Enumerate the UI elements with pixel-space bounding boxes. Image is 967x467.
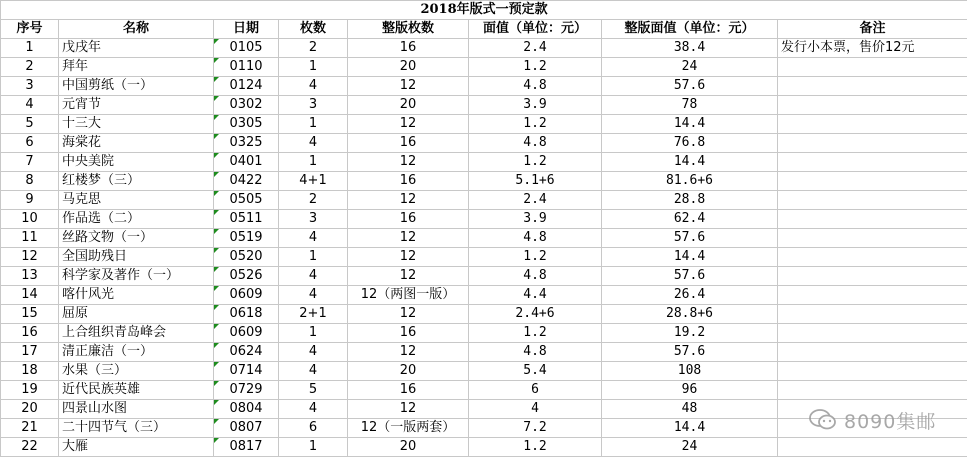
row-no[interactable]: 18 [1,362,59,381]
row-name[interactable]: 大雁 [59,438,214,457]
row-name[interactable]: 近代民族英雄 [59,381,214,400]
row-sheet-count[interactable]: 16 [348,210,469,229]
row-face-value[interactable]: 4.8 [469,229,602,248]
row-sheet-face-value[interactable]: 24 [602,438,778,457]
row-sheet-face-value[interactable]: 57.6 [602,229,778,248]
row-sheet-face-value[interactable]: 28.8+6 [602,305,778,324]
row-no[interactable]: 8 [1,172,59,191]
row-sheet-count[interactable]: 16 [348,172,469,191]
table-row [1,362,967,381]
row-date[interactable]: 0305 [214,115,279,134]
row-date[interactable]: 0804 [214,400,279,419]
row-face-value[interactable]: 4.8 [469,343,602,362]
table-row [1,58,967,77]
row-date[interactable]: 0624 [214,343,279,362]
row-count[interactable]: 1 [279,58,348,77]
row-face-value[interactable]: 1.2 [469,115,602,134]
row-count[interactable]: 5 [279,381,348,400]
row-face-value[interactable]: 1.2 [469,438,602,457]
row-count[interactable]: 4 [279,343,348,362]
row-remark[interactable] [778,286,967,305]
row-sheet-face-value[interactable]: 57.6 [602,343,778,362]
row-date[interactable]: 0422 [214,172,279,191]
table-row [1,153,967,172]
row-no[interactable]: 16 [1,324,59,343]
row-sheet-face-value[interactable]: 14.4 [602,248,778,267]
row-date[interactable]: 0511 [214,210,279,229]
table-row [1,324,967,343]
row-face-value[interactable]: 5.1+6 [469,172,602,191]
row-face-value[interactable]: 4.8 [469,267,602,286]
row-sheet-face-value[interactable]: 57.6 [602,267,778,286]
row-no[interactable]: 11 [1,229,59,248]
row-no[interactable]: 9 [1,191,59,210]
row-name[interactable]: 中央美院 [59,153,214,172]
row-name[interactable]: 丝路文物（一） [59,229,214,248]
row-sheet-count[interactable]: 12 [348,267,469,286]
row-name[interactable]: 水果（三） [59,362,214,381]
table-row [1,134,967,153]
row-remark[interactable] [778,305,967,324]
row-remark[interactable] [778,153,967,172]
row-sheet-count[interactable]: 12（一版两套） [348,419,469,438]
header-sheet-face-value[interactable]: 整版面值（单位：元） [602,20,778,39]
row-count[interactable]: 1 [279,115,348,134]
table-row [1,115,967,134]
row-face-value[interactable]: 4.8 [469,134,602,153]
row-date[interactable]: 0401 [214,153,279,172]
row-remark[interactable] [778,96,967,115]
row-face-value[interactable]: 1.2 [469,153,602,172]
row-name[interactable]: 四景山水图 [59,400,214,419]
table-row [1,77,967,96]
row-count[interactable]: 2+1 [279,305,348,324]
row-date[interactable]: 0526 [214,267,279,286]
row-date[interactable]: 0105 [214,39,279,58]
row-sheet-face-value[interactable]: 96 [602,381,778,400]
row-remark[interactable] [778,438,967,457]
row-count[interactable]: 4 [279,267,348,286]
row-name[interactable]: 清正廉洁（一） [59,343,214,362]
table-row [1,39,967,58]
header-date[interactable]: 日期 [214,20,279,39]
row-date[interactable]: 0609 [214,324,279,343]
row-sheet-count[interactable]: 20 [348,58,469,77]
row-name[interactable]: 喀什风光 [59,286,214,305]
row-no[interactable]: 14 [1,286,59,305]
row-face-value[interactable]: 1.2 [469,248,602,267]
header-row [1,20,967,39]
row-date[interactable]: 0520 [214,248,279,267]
row-name[interactable]: 戊戌年 [59,39,214,58]
header-name[interactable]: 名称 [59,20,214,39]
row-sheet-count[interactable]: 12 [348,343,469,362]
row-name[interactable]: 中国剪纸（一） [59,77,214,96]
row-remark[interactable] [778,172,967,191]
row-sheet-count[interactable]: 16 [348,39,469,58]
row-date[interactable]: 0505 [214,191,279,210]
table-row [1,381,967,400]
row-remark[interactable] [778,362,967,381]
row-name[interactable]: 元宵节 [59,96,214,115]
row-sheet-count[interactable]: 16 [348,134,469,153]
row-sheet-face-value[interactable]: 76.8 [602,134,778,153]
row-remark[interactable] [778,381,967,400]
table-row [1,267,967,286]
wechat-official-account-icon [808,407,838,433]
row-sheet-count[interactable]: 12 [348,305,469,324]
row-no[interactable]: 5 [1,115,59,134]
row-remark[interactable] [778,58,967,77]
row-remark[interactable] [778,191,967,210]
header-face-value[interactable]: 面值（单位：元） [469,20,602,39]
row-no[interactable]: 7 [1,153,59,172]
header-count[interactable]: 枚数 [279,20,348,39]
row-date[interactable]: 0325 [214,134,279,153]
row-name[interactable]: 十三大 [59,115,214,134]
row-name[interactable]: 上合组织青岛峰会 [59,324,214,343]
row-face-value[interactable]: 4.4 [469,286,602,305]
row-sheet-face-value[interactable]: 48 [602,400,778,419]
row-sheet-count[interactable]: 16 [348,381,469,400]
row-no[interactable]: 13 [1,267,59,286]
row-name[interactable]: 马克思 [59,191,214,210]
row-date[interactable]: 0817 [214,438,279,457]
row-count[interactable]: 4+1 [279,172,348,191]
table-row [1,172,967,191]
row-sheet-count[interactable]: 12 [348,153,469,172]
row-sheet-count[interactable]: 16 [348,324,469,343]
row-sheet-count[interactable]: 12 [348,229,469,248]
row-date[interactable]: 0729 [214,381,279,400]
row-count[interactable]: 6 [279,419,348,438]
row-remark[interactable] [778,134,967,153]
row-sheet-count[interactable]: 12 [348,115,469,134]
row-no[interactable]: 17 [1,343,59,362]
row-face-value[interactable]: 2.4 [469,39,602,58]
row-face-value[interactable]: 6 [469,381,602,400]
row-sheet-face-value[interactable]: 57.6 [602,77,778,96]
table-row [1,438,967,457]
row-count[interactable]: 4 [279,77,348,96]
row-count[interactable]: 4 [279,362,348,381]
row-date[interactable]: 0807 [214,419,279,438]
row-name[interactable]: 全国助残日 [59,248,214,267]
watermark [808,402,958,438]
row-name[interactable]: 二十四节气（三） [59,419,214,438]
row-remark[interactable] [778,115,967,134]
row-name[interactable]: 红楼梦（三） [59,172,214,191]
row-remark[interactable] [778,229,967,248]
table-row [1,343,967,362]
row-sheet-face-value[interactable]: 14.4 [602,115,778,134]
row-date[interactable]: 0124 [214,77,279,96]
row-count[interactable]: 4 [279,400,348,419]
row-face-value[interactable]: 5.4 [469,362,602,381]
row-count[interactable]: 1 [279,324,348,343]
row-sheet-face-value[interactable]: 28.8 [602,191,778,210]
table-row [1,210,967,229]
row-remark[interactable] [778,324,967,343]
row-sheet-count[interactable]: 20 [348,96,469,115]
watermark-text: 8090集邮 [844,410,937,433]
row-sheet-count[interactable]: 12（两图一版） [348,286,469,305]
row-sheet-count[interactable]: 12 [348,248,469,267]
row-date[interactable]: 0302 [214,96,279,115]
row-name[interactable]: 作品选（二） [59,210,214,229]
row-sheet-face-value[interactable]: 62.4 [602,210,778,229]
row-sheet-face-value[interactable]: 14.4 [602,153,778,172]
row-sheet-face-value[interactable]: 26.4 [602,286,778,305]
row-remark[interactable] [778,248,967,267]
row-sheet-count[interactable]: 20 [348,438,469,457]
row-no[interactable]: 6 [1,134,59,153]
row-count[interactable]: 1 [279,153,348,172]
header-no[interactable]: 序号 [1,20,59,39]
row-sheet-count[interactable]: 12 [348,400,469,419]
row-count[interactable]: 4 [279,134,348,153]
table-row [1,305,967,324]
row-face-value[interactable]: 4 [469,400,602,419]
row-no[interactable]: 20 [1,400,59,419]
row-no[interactable]: 4 [1,96,59,115]
title-row [1,1,967,20]
row-count[interactable]: 4 [279,286,348,305]
row-remark[interactable] [778,343,967,362]
row-count[interactable]: 1 [279,438,348,457]
table-row [1,286,967,305]
header-remark[interactable]: 备注 [778,20,967,39]
row-count[interactable]: 1 [279,248,348,267]
row-face-value[interactable]: 4.8 [469,77,602,96]
row-remark[interactable] [778,210,967,229]
table-row [1,248,967,267]
row-no[interactable]: 12 [1,248,59,267]
row-sheet-count[interactable]: 12 [348,191,469,210]
header-sheet-count[interactable]: 整版枚数 [348,20,469,39]
row-name[interactable]: 拜年 [59,58,214,77]
row-sheet-face-value[interactable]: 19.2 [602,324,778,343]
row-sheet-face-value[interactable]: 38.4 [602,39,778,58]
row-sheet-face-value[interactable]: 81.6+6 [602,172,778,191]
row-no[interactable]: 1 [1,39,59,58]
row-count[interactable]: 4 [279,229,348,248]
row-no[interactable]: 10 [1,210,59,229]
row-sheet-face-value[interactable]: 14.4 [602,419,778,438]
row-sheet-face-value[interactable]: 78 [602,96,778,115]
row-no[interactable]: 3 [1,77,59,96]
row-remark[interactable]: 发行小本票，售价12元 [778,39,967,58]
sheet-title[interactable]: 2018年版式一预定款 [1,1,967,20]
row-count[interactable]: 2 [279,191,348,210]
row-no[interactable]: 15 [1,305,59,324]
table-row [1,96,967,115]
row-count[interactable]: 2 [279,39,348,58]
row-date[interactable]: 0609 [214,286,279,305]
table-row [1,229,967,248]
row-no[interactable]: 21 [1,419,59,438]
row-face-value[interactable]: 7.2 [469,419,602,438]
row-no[interactable]: 22 [1,438,59,457]
row-remark[interactable] [778,267,967,286]
row-name[interactable]: 海棠花 [59,134,214,153]
row-date[interactable]: 0714 [214,362,279,381]
row-sheet-count[interactable]: 20 [348,362,469,381]
row-date[interactable]: 0110 [214,58,279,77]
row-face-value[interactable]: 1.2 [469,324,602,343]
row-date[interactable]: 0519 [214,229,279,248]
row-no[interactable]: 2 [1,58,59,77]
row-name[interactable]: 科学家及著作（一） [59,267,214,286]
row-name[interactable]: 屈原 [59,305,214,324]
row-face-value[interactable]: 2.4+6 [469,305,602,324]
row-date[interactable]: 0618 [214,305,279,324]
row-sheet-count[interactable]: 12 [348,77,469,96]
row-face-value[interactable]: 3.9 [469,96,602,115]
row-no[interactable]: 19 [1,381,59,400]
row-remark[interactable] [778,77,967,96]
row-count[interactable]: 3 [279,96,348,115]
table-row [1,191,967,210]
row-sheet-face-value[interactable]: 108 [602,362,778,381]
row-face-value[interactable]: 3.9 [469,210,602,229]
row-face-value[interactable]: 2.4 [469,191,602,210]
row-count[interactable]: 3 [279,210,348,229]
row-face-value[interactable]: 1.2 [469,58,602,77]
row-sheet-face-value[interactable]: 24 [602,58,778,77]
